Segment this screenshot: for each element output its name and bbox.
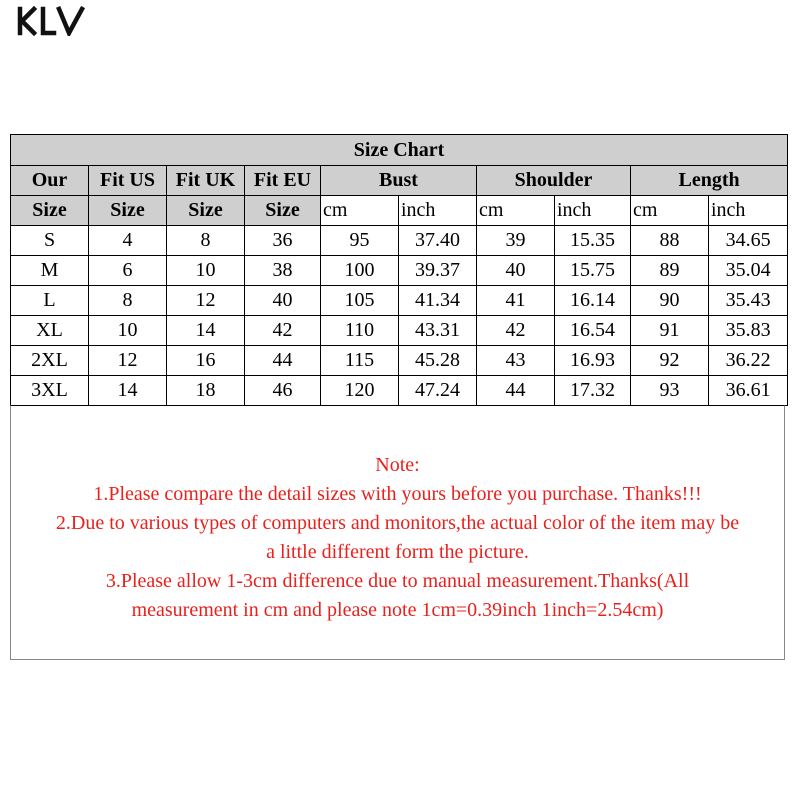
table-cell: 93: [631, 376, 709, 406]
table-cell: 3XL: [11, 376, 89, 406]
table-cell: 39.37: [399, 256, 477, 286]
header-length: Length: [631, 166, 788, 196]
table-cell: 15.35: [555, 226, 631, 256]
table-cell: 35.83: [709, 316, 788, 346]
table-cell: 14: [167, 316, 245, 346]
table-cell: 100: [321, 256, 399, 286]
unit-bust-cm: cm: [321, 196, 399, 226]
header-fit-uk-1: Fit UK: [167, 166, 245, 196]
size-chart-table: [10, 134, 788, 406]
note-heading: Note:: [375, 454, 420, 476]
table-cell: 41: [477, 286, 555, 316]
table-cell: 15.75: [555, 256, 631, 286]
table-row: [11, 376, 788, 406]
table-row: [11, 346, 788, 376]
table-cell: 2XL: [11, 346, 89, 376]
header-row-2: [11, 196, 788, 226]
unit-length-cm: cm: [631, 196, 709, 226]
table-cell: 42: [245, 316, 321, 346]
unit-bust-inch: inch: [399, 196, 477, 226]
header-our-size-2: Size: [11, 196, 89, 226]
unit-shoulder-cm: cm: [477, 196, 555, 226]
header-our-size-1: Our: [11, 166, 89, 196]
note-line-1: 1.Please compare the detail sizes with yours before you purchase. Thanks!!!: [93, 483, 702, 505]
table-cell: 92: [631, 346, 709, 376]
table-cell: 115: [321, 346, 399, 376]
table-cell: 42: [477, 316, 555, 346]
table-cell: 4: [89, 226, 167, 256]
table-cell: 44: [477, 376, 555, 406]
table-cell: XL: [11, 316, 89, 346]
table-cell: 36: [245, 226, 321, 256]
table-cell: 90: [631, 286, 709, 316]
header-bust: Bust: [321, 166, 477, 196]
table-cell: S: [11, 226, 89, 256]
header-fit-eu-1: Fit EU: [245, 166, 321, 196]
table-cell: 16.14: [555, 286, 631, 316]
table-cell: 39: [477, 226, 555, 256]
note-line-2: 2.Due to various types of computers and monitors,the actual color of the item may be: [55, 512, 740, 534]
table-cell: 10: [167, 256, 245, 286]
table-cell: 95: [321, 226, 399, 256]
table-cell: 12: [89, 346, 167, 376]
table-cell: 8: [167, 226, 245, 256]
brand-logo: [14, 6, 86, 36]
table-cell: M: [11, 256, 89, 286]
table-cell: 14: [89, 376, 167, 406]
note-line-3: 3.Please allow 1-3cm difference due to manual measurement.Thanks(All: [105, 570, 690, 592]
table-row: [11, 286, 788, 316]
table-cell: 43.31: [399, 316, 477, 346]
table-cell: 45.28: [399, 346, 477, 376]
table-cell: 47.24: [399, 376, 477, 406]
table-cell: 46: [245, 376, 321, 406]
table-cell: 16.54: [555, 316, 631, 346]
table-cell: 88: [631, 226, 709, 256]
table-cell: 110: [321, 316, 399, 346]
header-fit-us-2: Size: [89, 196, 167, 226]
table-cell: 10: [89, 316, 167, 346]
table-row: [11, 226, 788, 256]
notes-text: [11, 451, 784, 625]
table-cell: 44: [245, 346, 321, 376]
notes-box: [10, 405, 785, 660]
table-cell: 12: [167, 286, 245, 316]
note-line-2-cont: a little different form the picture.: [266, 541, 529, 563]
title-row: [11, 135, 788, 166]
table-cell: 40: [245, 286, 321, 316]
chart-title: Size Chart: [11, 135, 788, 166]
table-cell: 16: [167, 346, 245, 376]
table-cell: 34.65: [709, 226, 788, 256]
table-cell: 41.34: [399, 286, 477, 316]
table-cell: 36.22: [709, 346, 788, 376]
table-cell: 38: [245, 256, 321, 286]
table-cell: 35.04: [709, 256, 788, 286]
table-cell: 105: [321, 286, 399, 316]
table-cell: 91: [631, 316, 709, 346]
header-fit-uk-2: Size: [167, 196, 245, 226]
table-cell: 120: [321, 376, 399, 406]
table-cell: 6: [89, 256, 167, 286]
table-cell: 40: [477, 256, 555, 286]
header-row-1: [11, 166, 788, 196]
table-row: [11, 316, 788, 346]
table-cell: 43: [477, 346, 555, 376]
unit-length-inch: inch: [709, 196, 788, 226]
unit-shoulder-inch: inch: [555, 196, 631, 226]
table-cell: 8: [89, 286, 167, 316]
table-cell: 37.40: [399, 226, 477, 256]
table-cell: 36.61: [709, 376, 788, 406]
table-cell: 89: [631, 256, 709, 286]
header-fit-us-1: Fit US: [89, 166, 167, 196]
table-cell: L: [11, 286, 89, 316]
table-cell: 35.43: [709, 286, 788, 316]
header-shoulder: Shoulder: [477, 166, 631, 196]
header-fit-eu-2: Size: [245, 196, 321, 226]
table-cell: 18: [167, 376, 245, 406]
table-cell: 16.93: [555, 346, 631, 376]
table-row: [11, 256, 788, 286]
note-line-3-cont: measurement in cm and please note 1cm=0.39inch 1inch=2.54cm): [131, 599, 664, 621]
table-cell: 17.32: [555, 376, 631, 406]
